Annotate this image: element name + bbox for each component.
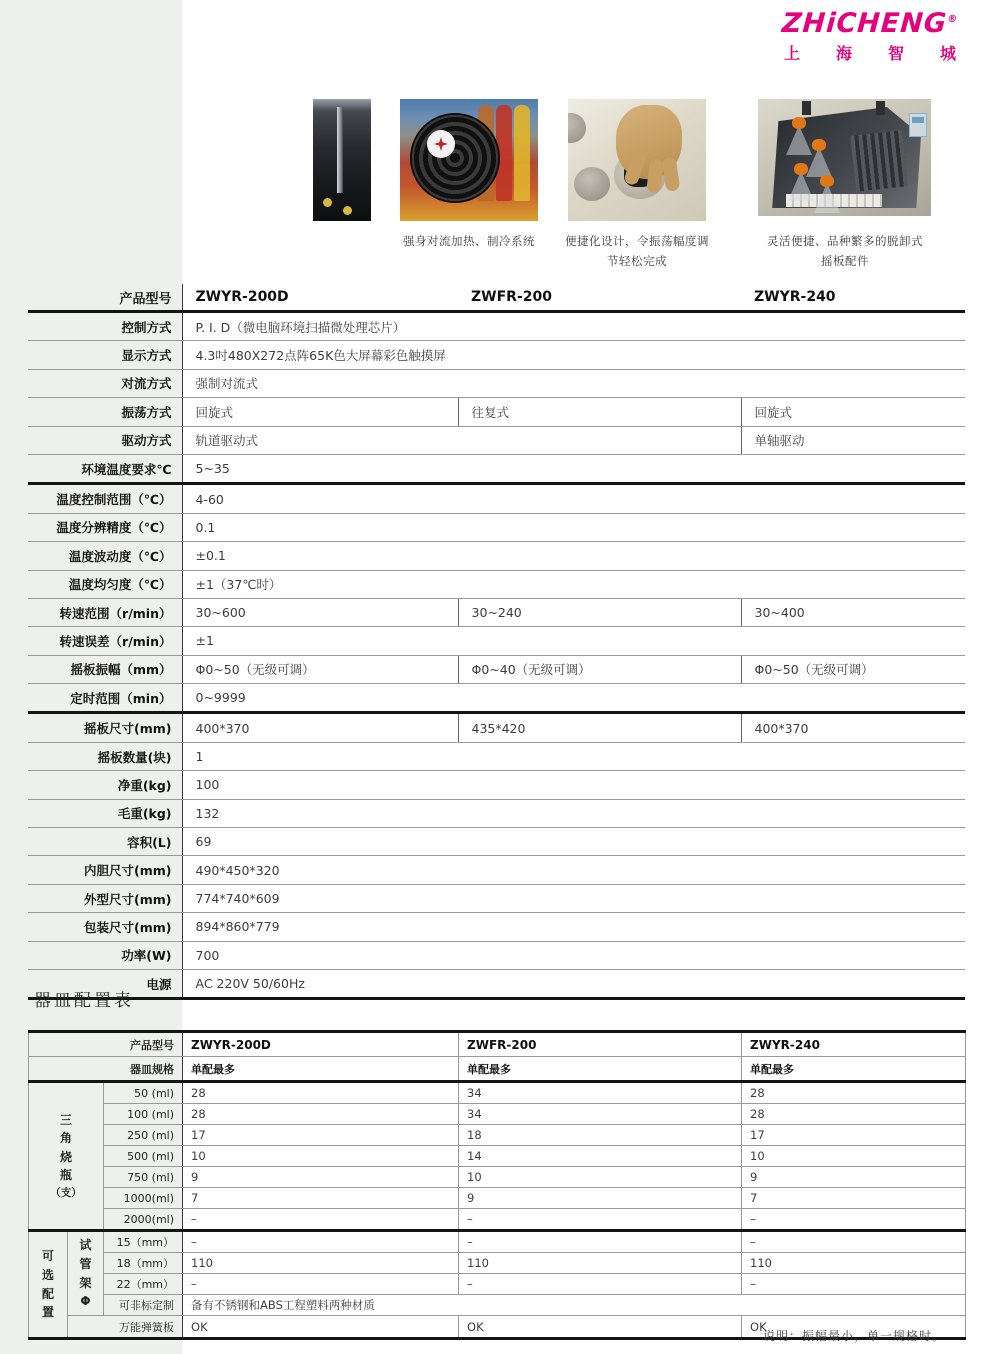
optional-group-label-char: 选 bbox=[41, 1267, 54, 1282]
spec-row bbox=[28, 969, 965, 998]
spec-row-label: 显示方式 bbox=[28, 341, 182, 369]
optional-group-label-char: 配 bbox=[41, 1286, 54, 1301]
vessel-size-label: 可非标定制 bbox=[104, 1295, 183, 1316]
spec-row bbox=[28, 884, 965, 912]
spec-value: 700 bbox=[182, 941, 965, 969]
spec-row-label: 摇板尺寸(mm) bbox=[28, 713, 182, 742]
spec-row-label: 容积(L) bbox=[28, 828, 182, 856]
photo-heating-cooling-system bbox=[400, 99, 538, 221]
photo4-caption: 灵活便捷、品种繁多的脱卸式摇板配件 bbox=[767, 234, 923, 269]
spec-value: 435*420 bbox=[458, 713, 741, 742]
vessel-table-body bbox=[29, 1032, 966, 1339]
spec-model-name: ZWFR-200 bbox=[458, 284, 741, 312]
spec-row bbox=[28, 426, 965, 454]
photo3-knob-ring bbox=[574, 167, 610, 201]
vessel-count-value: OK bbox=[459, 1316, 742, 1339]
spec-value: 4.3吋480X272点阵65K色大屏幕彩色触摸屏 bbox=[182, 341, 965, 369]
vessel-size-label: 15（mm） bbox=[104, 1231, 183, 1253]
tube-rack-label bbox=[68, 1231, 104, 1316]
photo3-knob-ring bbox=[568, 113, 586, 143]
photo3-caption: 便捷化设计，令振荡幅度调节轻松完成 bbox=[565, 234, 709, 269]
vessel-size-label: 22（mm） bbox=[104, 1274, 183, 1295]
spec-row bbox=[28, 341, 965, 369]
spec-row-label: 电源 bbox=[28, 969, 182, 998]
vessel-count-value: 17 bbox=[183, 1125, 459, 1146]
spec-row bbox=[28, 856, 965, 884]
spec-value: 400*370 bbox=[741, 713, 965, 742]
vessel-subheader-label: 器皿规格 bbox=[29, 1057, 183, 1082]
spec-row-label: 摇板振幅（mm） bbox=[28, 655, 182, 683]
vessel-subheader-value: 单配最多 bbox=[742, 1057, 966, 1082]
vessel-count-value: 28 bbox=[183, 1104, 459, 1125]
vessel-size-label: 750 (ml) bbox=[104, 1167, 183, 1188]
vessel-rack-row bbox=[29, 1274, 966, 1295]
photo4-flask-cap bbox=[794, 163, 808, 175]
spec-row-label: 温度波动度（℃） bbox=[28, 542, 182, 570]
spec-value: Φ0~50（无级可调） bbox=[741, 655, 965, 683]
vessel-count-value: 14 bbox=[459, 1146, 742, 1167]
photo1-detail-dot bbox=[343, 206, 352, 215]
vessel-count-value: – bbox=[742, 1231, 966, 1253]
vessel-count-value: 110 bbox=[459, 1253, 742, 1274]
vessel-model-name: ZWYR-200D bbox=[183, 1032, 459, 1057]
vessel-count-value: 9 bbox=[183, 1167, 459, 1188]
spec-row bbox=[28, 312, 965, 341]
brand-text: ZHiCHENG bbox=[780, 8, 949, 39]
photo4-flask-cap bbox=[812, 139, 826, 151]
vessel-count-value: 10 bbox=[742, 1146, 966, 1167]
vessel-size-label: 18（mm） bbox=[104, 1253, 183, 1274]
vessel-count-value: 10 bbox=[459, 1167, 742, 1188]
photo4-hinge bbox=[876, 101, 885, 115]
vessel-count-value: 7 bbox=[742, 1188, 966, 1209]
spec-value: 490*450*320 bbox=[182, 856, 965, 884]
photo1-rod-shape bbox=[337, 107, 343, 193]
photo2-bottle-shape bbox=[514, 105, 530, 201]
spec-row-label: 内胆尺寸(mm) bbox=[28, 856, 182, 884]
vessel-rack-row bbox=[29, 1295, 966, 1316]
spec-model-name: ZWYR-240 bbox=[741, 284, 965, 312]
brand-subtitle bbox=[778, 41, 962, 64]
spec-row bbox=[28, 398, 965, 426]
spec-value: 轨道驱动式 bbox=[182, 426, 741, 454]
spec-row bbox=[28, 454, 965, 483]
photo4-flask-cap bbox=[820, 175, 834, 187]
vessel-note-value: 备有不锈钢和ABS工程塑料两种材质 bbox=[183, 1295, 966, 1316]
vessel-header-row bbox=[29, 1032, 966, 1057]
vessel-count-value: OK bbox=[742, 1316, 966, 1339]
optional-group-label-char: 置 bbox=[41, 1305, 54, 1320]
spec-value: Φ0~50（无级可调） bbox=[182, 655, 458, 683]
vessel-size-label: 250 (ml) bbox=[104, 1125, 183, 1146]
spec-row-label: 毛重(kg) bbox=[28, 799, 182, 827]
optional-group-label-char: 可 bbox=[41, 1249, 54, 1264]
spec-row-label: 环境温度要求℃ bbox=[28, 454, 182, 483]
spec-row-label: 定时范围（min） bbox=[28, 684, 182, 713]
spec-row-label: 驱动方式 bbox=[28, 426, 182, 454]
spec-row-label: 包装尺寸(mm) bbox=[28, 913, 182, 941]
photo4-hinge bbox=[802, 101, 811, 115]
spec-row-label: 控制方式 bbox=[28, 312, 182, 341]
spec-row bbox=[28, 627, 965, 655]
vessel-section-title: 器皿配置表 bbox=[34, 991, 134, 1011]
spring-plate-label: 万能弹簧板 bbox=[68, 1316, 183, 1339]
vessel-count-value: 17 bbox=[742, 1125, 966, 1146]
brand-subtitle-char: 城 bbox=[939, 44, 956, 64]
photo2-fan-logo bbox=[434, 137, 448, 151]
flask-group-label-char: 三 bbox=[59, 1112, 72, 1127]
spec-value: 单轴驱动 bbox=[741, 426, 965, 454]
photo2-fan-shape bbox=[412, 115, 498, 201]
spec-row bbox=[28, 369, 965, 397]
photo-amplitude-adjust-knob bbox=[568, 99, 706, 221]
spec-value: ±1 bbox=[182, 627, 965, 655]
spec-row-label: 功率(W) bbox=[28, 941, 182, 969]
spec-row bbox=[28, 484, 965, 513]
flask-group-label-char: 角 bbox=[59, 1131, 72, 1146]
spec-value: 30~600 bbox=[182, 598, 458, 626]
vessel-header-label: 产品型号 bbox=[29, 1032, 183, 1057]
spec-row bbox=[28, 742, 965, 770]
spec-value: 强制对流式 bbox=[182, 369, 965, 397]
brand-wordmark bbox=[777, 10, 963, 38]
spec-value: 132 bbox=[182, 799, 965, 827]
spec-row bbox=[28, 513, 965, 541]
spec-value: 774*740*609 bbox=[182, 884, 965, 912]
flask-group-label-char: （支） bbox=[50, 1187, 82, 1200]
vessel-flask-row bbox=[29, 1188, 966, 1209]
spec-value: ±0.1 bbox=[182, 542, 965, 570]
spec-row bbox=[28, 542, 965, 570]
vessel-count-value: – bbox=[459, 1209, 742, 1231]
vessel-count-value: – bbox=[183, 1209, 459, 1231]
spec-row bbox=[28, 713, 965, 742]
vessel-count-value: 110 bbox=[183, 1253, 459, 1274]
spec-table-body bbox=[28, 312, 965, 999]
spec-value: 30~240 bbox=[458, 598, 741, 626]
vessel-count-value: – bbox=[183, 1274, 459, 1295]
spec-value: 回旋式 bbox=[182, 398, 458, 426]
vessel-model-name: ZWFR-200 bbox=[459, 1032, 742, 1057]
vessel-count-value: 34 bbox=[459, 1082, 742, 1104]
spec-row-label: 温度分辨精度（℃） bbox=[28, 513, 182, 541]
vessel-subheader-row bbox=[29, 1057, 966, 1082]
spec-value: 4-60 bbox=[182, 484, 965, 513]
spec-value: 5~35 bbox=[182, 454, 965, 483]
photo3-finger-shape bbox=[662, 156, 681, 192]
vessel-count-value: – bbox=[183, 1231, 459, 1253]
brand-subtitle-char: 海 bbox=[835, 44, 852, 64]
photo2-caption: 强身对流加热、制冷系统 bbox=[403, 234, 535, 248]
vessel-size-label: 100 (ml) bbox=[104, 1104, 183, 1125]
vessel-subheader-value: 单配最多 bbox=[459, 1057, 742, 1082]
spec-value: 回旋式 bbox=[741, 398, 965, 426]
vessel-count-value: 28 bbox=[183, 1082, 459, 1104]
vessel-flask-row bbox=[29, 1167, 966, 1188]
photo-equipment-detail bbox=[313, 99, 371, 221]
spec-row bbox=[28, 913, 965, 941]
vessel-size-label: 2000(ml) bbox=[104, 1209, 183, 1231]
flask-group-label bbox=[29, 1082, 104, 1231]
spec-value: P. I. D（微电脑环境扫描微处理芯片） bbox=[182, 312, 965, 341]
photo-removable-tray-accessories bbox=[758, 99, 931, 216]
spec-value: AC 220V 50/60Hz bbox=[182, 969, 965, 998]
vessel-table bbox=[28, 1030, 966, 1340]
spec-table bbox=[28, 284, 965, 1000]
spec-row-label: 外型尺寸(mm) bbox=[28, 884, 182, 912]
vessel-flask-row bbox=[29, 1104, 966, 1125]
vessel-flask-row bbox=[29, 1146, 966, 1167]
vessel-count-value: 28 bbox=[742, 1082, 966, 1104]
vessel-flask-row bbox=[29, 1125, 966, 1146]
vessel-flask-row bbox=[29, 1209, 966, 1231]
vessel-size-label: 50 (ml) bbox=[104, 1082, 183, 1104]
spec-row-label: 对流方式 bbox=[28, 369, 182, 397]
vessel-size-label: 1000(ml) bbox=[104, 1188, 183, 1209]
vessel-rack-row bbox=[29, 1231, 966, 1253]
vessel-count-value: – bbox=[459, 1231, 742, 1253]
tube-rack-label-char: 试 bbox=[79, 1238, 92, 1253]
vessel-count-value: 9 bbox=[742, 1167, 966, 1188]
vessel-count-value: OK bbox=[183, 1316, 459, 1339]
spec-value: 1 bbox=[182, 742, 965, 770]
photo2-bottle-shape bbox=[496, 105, 512, 201]
spec-header-label: 产品型号 bbox=[28, 284, 182, 312]
spec-row bbox=[28, 941, 965, 969]
vessel-count-value: 9 bbox=[459, 1188, 742, 1209]
vessel-count-value: 7 bbox=[183, 1188, 459, 1209]
spec-value: 69 bbox=[182, 828, 965, 856]
spec-row bbox=[28, 684, 965, 713]
footer-note: 说明：振幅最小，单一规格时。 bbox=[762, 1329, 945, 1343]
vessel-model-name: ZWYR-240 bbox=[742, 1032, 966, 1057]
photo4-flask-cap bbox=[792, 117, 806, 129]
spec-value: 0~9999 bbox=[182, 684, 965, 713]
spec-model-name: ZWYR-200D bbox=[182, 284, 458, 312]
photo4-rack bbox=[850, 130, 908, 191]
brand-logo bbox=[778, 10, 962, 64]
spec-value: 400*370 bbox=[182, 713, 458, 742]
spec-row-label: 摇板数量(块) bbox=[28, 742, 182, 770]
tube-rack-label-char: 架 bbox=[79, 1275, 92, 1290]
spec-value: 往复式 bbox=[458, 398, 741, 426]
spec-row-label: 温度控制范围（℃） bbox=[28, 484, 182, 513]
spec-row bbox=[28, 771, 965, 799]
spec-value: ±1（37℃时） bbox=[182, 570, 965, 598]
spec-row bbox=[28, 598, 965, 626]
vessel-size-label: 500 (ml) bbox=[104, 1146, 183, 1167]
spec-row bbox=[28, 655, 965, 683]
spec-row-label: 温度均匀度（℃） bbox=[28, 570, 182, 598]
vessel-count-value: 18 bbox=[459, 1125, 742, 1146]
photo2-fan-hub bbox=[427, 130, 455, 158]
vessel-count-value: 28 bbox=[742, 1104, 966, 1125]
vessel-count-value: – bbox=[742, 1274, 966, 1295]
optional-group-label bbox=[29, 1231, 68, 1339]
spec-value: Φ0~40（无级可调） bbox=[458, 655, 741, 683]
registered-mark-icon: ® bbox=[946, 14, 959, 25]
photo1-detail-dot bbox=[323, 198, 332, 207]
vessel-subheader-value: 单配最多 bbox=[183, 1057, 459, 1082]
flask-group-label-char: 烧 bbox=[59, 1149, 72, 1164]
vessel-count-value: 10 bbox=[183, 1146, 459, 1167]
brand-subtitle-char: 智 bbox=[887, 44, 904, 64]
spec-row bbox=[28, 799, 965, 827]
spec-value: 100 bbox=[182, 771, 965, 799]
spec-table-header bbox=[28, 284, 965, 312]
spec-value: 894*860*779 bbox=[182, 913, 965, 941]
vessel-count-value: – bbox=[742, 1209, 966, 1231]
vessel-rack-row bbox=[29, 1253, 966, 1274]
tube-rack-label-char: 管 bbox=[79, 1256, 92, 1271]
spec-row-label: 转速范围（r/min） bbox=[28, 598, 182, 626]
spec-value: 0.1 bbox=[182, 513, 965, 541]
vessel-flask-row bbox=[29, 1082, 966, 1104]
spec-row bbox=[28, 570, 965, 598]
vessel-count-value: – bbox=[459, 1274, 742, 1295]
photo4-info-label bbox=[909, 113, 927, 137]
spec-row-label: 振荡方式 bbox=[28, 398, 182, 426]
vessel-count-value: 110 bbox=[742, 1253, 966, 1274]
spec-value: 30~400 bbox=[741, 598, 965, 626]
spec-header-row bbox=[28, 284, 965, 312]
tube-rack-label-char: Φ bbox=[80, 1294, 91, 1309]
vessel-count-value: 34 bbox=[459, 1104, 742, 1125]
brand-subtitle-char: 上 bbox=[784, 44, 801, 64]
spec-row bbox=[28, 828, 965, 856]
spec-row-label: 转速误差（r/min） bbox=[28, 627, 182, 655]
flask-group-label-char: 瓶 bbox=[59, 1168, 72, 1183]
spec-row-label: 净重(kg) bbox=[28, 771, 182, 799]
